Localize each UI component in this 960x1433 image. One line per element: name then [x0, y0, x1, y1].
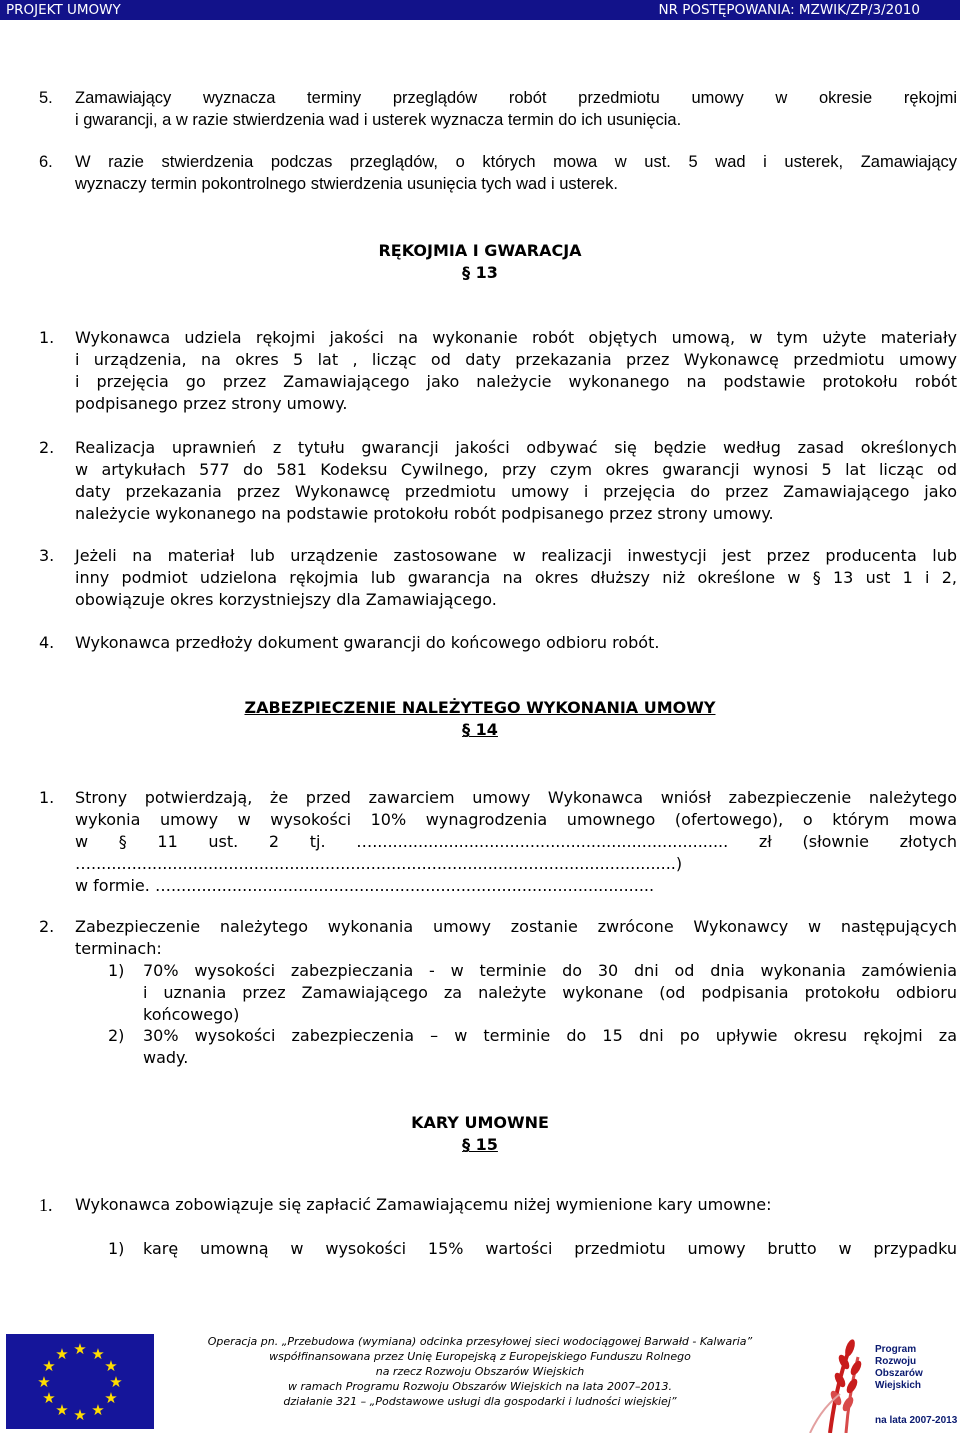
- text-line: w artykułach 577 do 581 Kodeksu Cywilnego, przy czym okres gwarancji wynosi 5 lat licząc od: [75, 460, 957, 479]
- section-title-text: ZABEZPIECZENIE NALEŻYTEGO WYKONANIA UMOWY: [244, 698, 716, 717]
- section-title: [0, 697, 960, 719]
- text-line: i gwarancji, a w razie stwierdzenia wad i usterek wyznacza termin do ich usunięcia.: [75, 111, 682, 129]
- item-number: 1.: [39, 788, 55, 807]
- text-line: wady.: [143, 1048, 189, 1067]
- eu-flag-logo: [6, 1334, 154, 1429]
- svg-text:★: ★: [104, 1389, 118, 1407]
- section-title: KARY UMOWNE: [411, 1113, 549, 1132]
- svg-text:★: ★: [91, 1345, 105, 1363]
- svg-text:★: ★: [91, 1401, 105, 1419]
- text-line: 70% wysokości zabezpieczania - w terminie do 30 dni od dnia wykonania zamówienia: [143, 961, 957, 980]
- text-line: i przejęcia go przez Zamawiającego jako należycie wykonanego na podstawie protokołu robót: [75, 372, 957, 391]
- text-line: i urządzenia, na okres 5 lat , licząc od daty przekazania przez Wykonawcę przedmiotu umowy: [75, 350, 957, 369]
- header-project-label: PROJEKT UMOWY: [6, 2, 121, 18]
- text-line: Strony potwierdzają, że przed zawarciem umowy Wykonawca wniósł zabezpieczenie należytego: [75, 788, 957, 807]
- text-line: Zabezpieczenie należytego wykonania umowy zostanie zwrócone Wykonawcy w następujących: [75, 917, 957, 936]
- svg-text:★: ★: [104, 1357, 118, 1375]
- svg-text:★: ★: [37, 1373, 51, 1391]
- section-paragraph-number: § 13: [462, 263, 498, 282]
- text-line: podpisanego przez strony umowy.: [75, 394, 348, 413]
- text-line: wykonia umowy w wysokości 10% wynagrodzenia umownego (ofertowego), o którym mowa: [75, 810, 957, 829]
- footer-line: Operacja pn. „Przebudowa (wymiana) odcinka przesyłowej sieci wodociągowej Barwałd - Kalwaria”: [207, 1335, 753, 1348]
- section-paragraph-number: [0, 719, 960, 741]
- sub-item-number: 2): [108, 1026, 125, 1045]
- page-footer: [0, 1318, 960, 1433]
- text-line: …...................................................................................................................): [75, 854, 683, 873]
- svg-text:★: ★: [55, 1401, 69, 1419]
- item-number: 6.: [39, 153, 53, 171]
- item-number: 1.: [39, 328, 55, 347]
- item-number: 4.: [39, 633, 55, 652]
- prow-line: Wiejskich: [875, 1380, 922, 1391]
- footer-line: działanie 321 – „Podstawowe usługi dla gospodarki i ludności wiejskiej”: [283, 1395, 677, 1408]
- text-line: końcowego): [143, 1005, 240, 1024]
- section-title: RĘKOJMIA I GWARACJA: [378, 241, 582, 260]
- text-line: Wykonawca zobowiązuje się zapłacić Zamawiającemu niżej wymienione kary umowne:: [75, 1195, 772, 1214]
- text-line: w formie. …...............................................................................................: [75, 876, 655, 895]
- text-line: wyznaczy termin pokontrolnego stwierdzenia usunięcia tych wad i usterek.: [75, 175, 618, 193]
- text-line: należycie wykonanego na podstawie protokołu robót podpisanego przez strony umowy.: [75, 504, 774, 523]
- header-bar: [0, 0, 960, 20]
- footer-line: na rzecz Rozwoju Obszarów Wiejskich: [375, 1365, 585, 1378]
- text-line: Wykonawca udziela rękojmi jakości na wykonanie robót objętych umową, w tym użyte materiały: [75, 328, 957, 347]
- text-line: inny podmiot udzielona rękojmia lub gwarancja na okres dłuższy niż określone w § 13 ust 1 i 2,: [75, 568, 957, 587]
- item-number: 2.: [39, 438, 55, 457]
- header-procurement-number: NR POSTĘPOWANIA: MZWIK/ZP/3/2010: [658, 2, 920, 18]
- text-line: karę umowną w wysokości 15% wartości przedmiotu umowy brutto w przypadku: [143, 1239, 957, 1258]
- prow-years: na lata 2007-2013: [875, 1415, 958, 1426]
- text-line: Wykonawca przedłoży dokument gwarancji do końcowego odbioru robót.: [75, 633, 660, 652]
- text-line: Jeżeli na materiał lub urządzenie zastosowane w realizacji inwestycji jest przez producenta lub: [75, 546, 957, 565]
- text-line: daty przekazania przez Wykonawcę przedmiotu umowy i przejęcia do przez Zamawiającego jako: [75, 482, 957, 501]
- item-number: 2.: [39, 917, 55, 936]
- svg-text:★: ★: [42, 1357, 56, 1375]
- prow-line: Obszarów: [875, 1368, 923, 1379]
- footer-funding-note: [170, 1334, 790, 1409]
- text-line: i uznania przez Zamawiającego za należyte wykonane (od podpisania protokołu odbioru: [143, 983, 957, 1002]
- text-line: Realizacja uprawnień z tytułu gwarancji jakości odbywać się będzie według zasad określonych: [75, 438, 957, 457]
- text-line: Zamawiający wyznacza terminy przeglądów robót przedmiotu umowy w okresie rękojmi: [75, 89, 957, 107]
- sub-item-number: 1): [108, 1239, 125, 1258]
- svg-text:★: ★: [42, 1389, 56, 1407]
- text-line: W razie stwierdzenia podczas przeglądów, o których mowa w ust. 5 wad i usterek, Zamawiający: [75, 153, 957, 171]
- item-number: 3.: [39, 546, 55, 565]
- section-paragraph-text: § 14: [462, 720, 498, 739]
- sub-item-number: 1): [108, 961, 125, 980]
- svg-text:★: ★: [73, 1406, 87, 1424]
- eu-stars-icon: [6, 1334, 154, 1429]
- item-number: 1.: [39, 1195, 53, 1215]
- text-line: w § 11 ust. 2 tj. …...................................................................... zł (słownie złotych: [75, 832, 957, 851]
- section-paragraph-text: § 15: [462, 1135, 498, 1154]
- svg-text:★: ★: [109, 1373, 123, 1391]
- footer-line: współfinansowana przez Unię Europejską z Europejskiego Funduszu Rolnego: [269, 1350, 691, 1363]
- text-line: 30% wysokości zabezpieczenia – w terminie do 15 dni po upływie okresu rękojmi za: [143, 1026, 957, 1045]
- prow-program-name: [875, 1344, 923, 1392]
- svg-text:★: ★: [55, 1345, 69, 1363]
- footer-line: w ramach Programu Rozwoju Obszarów Wiejskich na lata 2007–2013.: [287, 1380, 673, 1393]
- prow-line: Rozwoju: [875, 1356, 917, 1367]
- section-paragraph-number: [0, 1134, 960, 1156]
- svg-text:★: ★: [73, 1340, 87, 1358]
- item-number: 5.: [39, 89, 53, 107]
- prow-line: Program: [875, 1344, 917, 1355]
- text-line: obowiązuje okres korzystniejszy dla Zamawiającego.: [75, 590, 497, 609]
- text-line: terminach:: [75, 939, 162, 958]
